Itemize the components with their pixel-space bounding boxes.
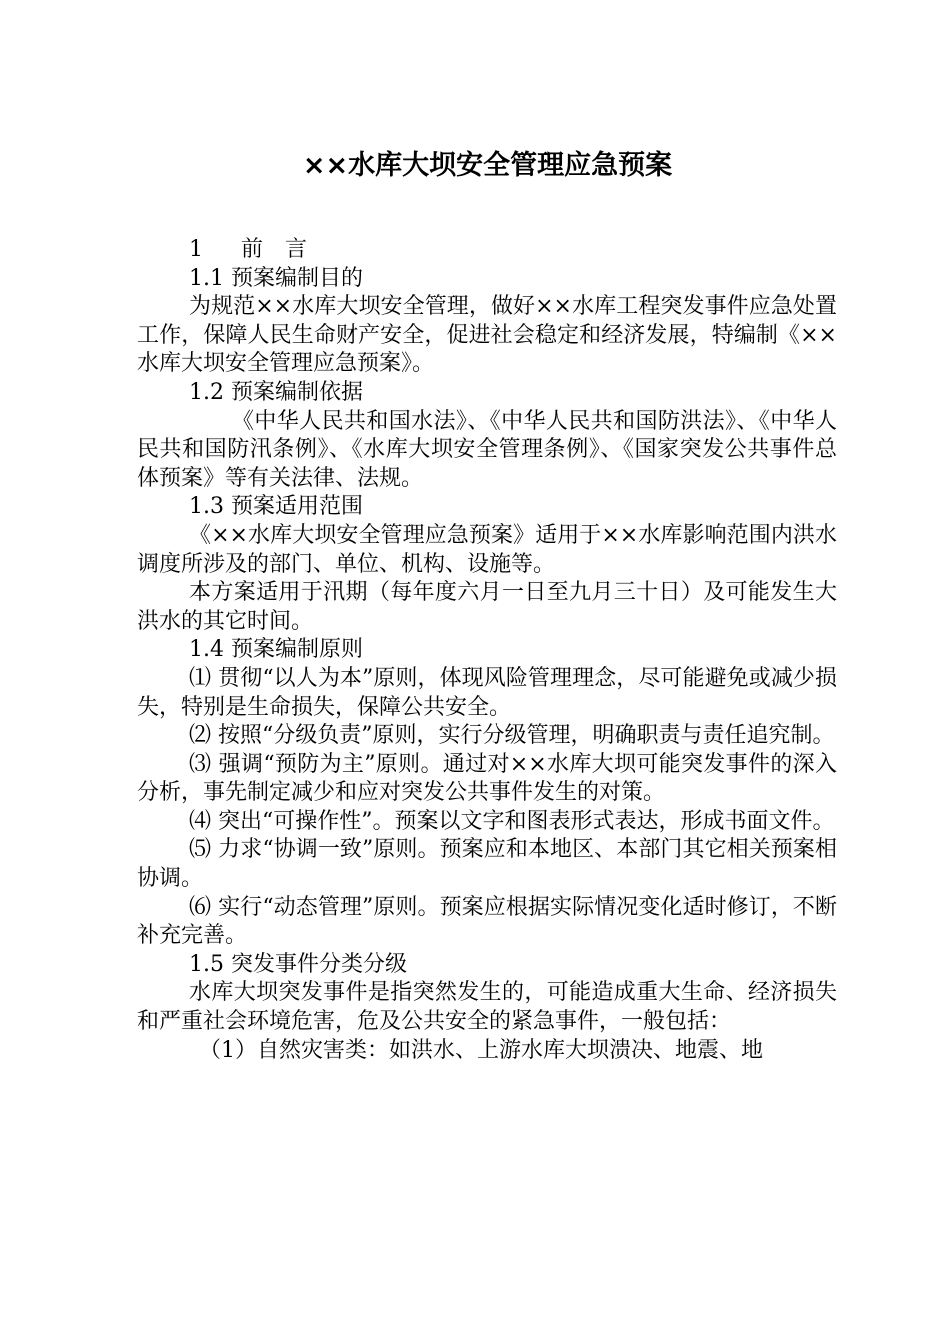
paragraph-purpose: 为规范××水库大坝安全管理，做好××水库工程突发事件应急处置工作，保障人民生命财产安全，促进社会稳定和经济发展，特编制《××水库大坝安全管理应急预案》。 bbox=[137, 294, 837, 377]
heading-text: 前言 bbox=[241, 237, 330, 262]
heading-number: 1.2 bbox=[189, 379, 224, 405]
heading-number: 1.1 bbox=[189, 265, 224, 291]
event-category-item-1: （1）自然灾害类：如洪水、上游水库大坝溃决、地震、地 bbox=[199, 1037, 763, 1063]
heading-text: 预案适用范围 bbox=[231, 494, 364, 520]
heading-text: 预案编制目的 bbox=[231, 265, 364, 291]
principle-item-5: ⑸ 力求“协调一致”原则。预案应和本地区、本部门其它相关预案相协调。 bbox=[137, 837, 837, 892]
paragraph-scope-period: 本方案适用于汛期（每年度六月一日至九月三十日）及可能发生大洪水的其它时间。 bbox=[137, 580, 837, 634]
heading-number: 1.3 bbox=[189, 494, 224, 520]
heading-number: 1.5 bbox=[189, 951, 224, 977]
paragraph-basis: 《中华人民共和国水法》、《中华人民共和国防洪法》、《中华人民共和国防汛条例》、《水库大坝安全管理条例》、《国家突发公共事件总体预案》等有关法律、法规。 bbox=[137, 408, 837, 491]
paragraph-event-definition: 水库大坝突发事件是指突然发生的，可能造成重大生命、经济损失和严重社会环境危害，危及公共安全的紧急事件，一般包括： bbox=[137, 980, 837, 1035]
principle-item-1: ⑴ 贯彻“以人为本”原则，体现风险管理理念，尽可能避免或减少损失，特别是生命损失，保障公共安全。 bbox=[137, 665, 837, 720]
principle-item-6: ⑹ 实行“动态管理”原则。预案应根据实际情况变化适时修订，不断补充完善。 bbox=[137, 894, 837, 949]
principle-item-4: ⑷ 突出“可操作性”。预案以文字和图表形式表达，形成书面文件。 bbox=[189, 808, 835, 834]
section-heading-1-3 bbox=[137, 493, 837, 522]
section-heading-1-2 bbox=[137, 379, 837, 408]
heading-text: 预案编制原则 bbox=[231, 637, 364, 663]
section-heading-1 bbox=[137, 236, 837, 265]
heading-text: 突发事件分类分级 bbox=[231, 951, 408, 977]
heading-number: 1.4 bbox=[189, 637, 224, 663]
section-heading-1-1 bbox=[137, 265, 837, 294]
document-title: ××水库大坝安全管理应急预案 bbox=[302, 150, 673, 181]
paragraph-scope: 《××水库大坝安全管理应急预案》适用于××水库影响范围内洪水调度所涉及的部门、单位、机构、设施等。 bbox=[137, 522, 837, 577]
document-body bbox=[137, 236, 837, 1065]
section-heading-1-4 bbox=[137, 636, 837, 665]
section-heading-1-5 bbox=[137, 951, 837, 980]
heading-number: 1 bbox=[189, 237, 203, 262]
heading-text: 预案编制依据 bbox=[231, 379, 364, 405]
principle-item-2: ⑵ 按照“分级负责”原则，实行分级管理，明确职责与责任追究制。 bbox=[189, 723, 835, 749]
principle-item-3: ⑶ 强调“预防为主”原则。通过对××水库大坝可能突发事件的深入分析，事先制定减少和应对突发公共事件发生的对策。 bbox=[137, 751, 837, 806]
